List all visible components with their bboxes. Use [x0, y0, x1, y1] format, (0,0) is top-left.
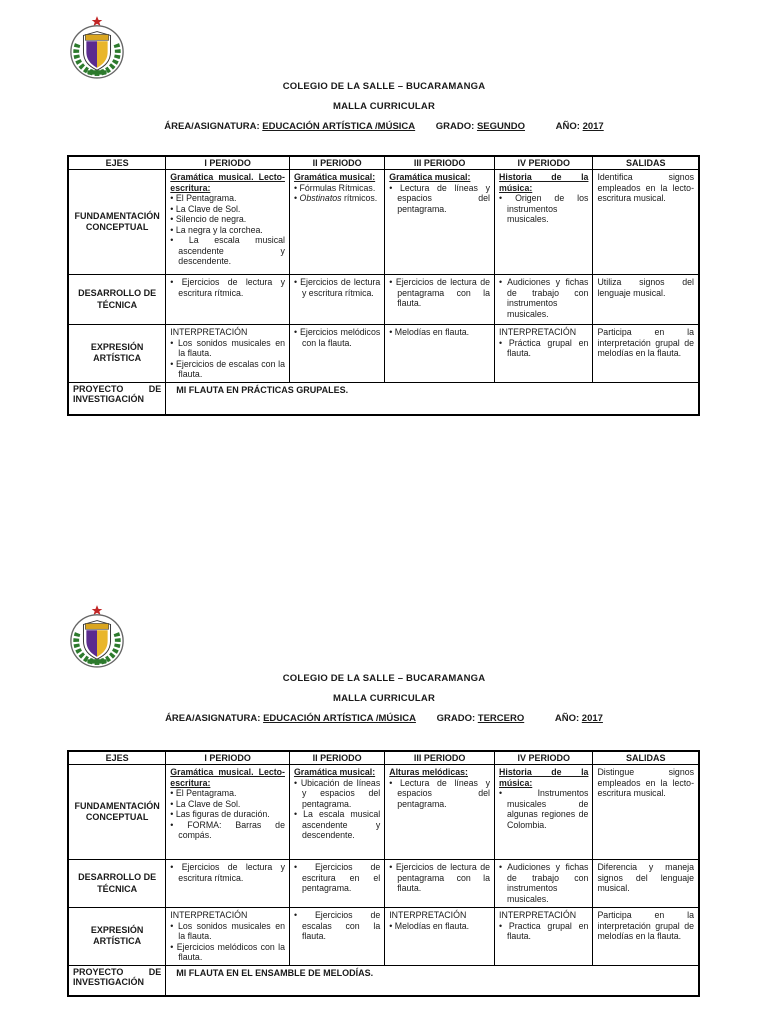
cell-content: INTERPRETACIÓN • Los sonidos musicales en la flauta. • Ejercicios de escalas con la flauta. — [166, 325, 290, 383]
grade-value: TERCERO — [477, 713, 525, 724]
cell-content: • Audiciones y fichas de trabajo con instrumentos musicales. — [495, 860, 593, 908]
grade-label: GRADO: — [435, 121, 475, 132]
school-name: COLEGIO DE LA SALLE – BUCARAMANGA — [282, 673, 486, 684]
cell-content: • Ejercicios de lectura de pentagrama con la flauta. — [385, 275, 495, 325]
subject-line — [0, 121, 768, 132]
curriculum-table-tercero — [67, 750, 700, 997]
year-label: AÑO: — [554, 713, 580, 724]
table-header-row — [68, 751, 699, 765]
cell-content: Gramática musical: • Lectura de líneas y espacios del pentagrama. — [385, 170, 495, 275]
grade-value: SEGUNDO — [476, 121, 526, 132]
cell-content: INTERPRETACIÓN • Los sonidos musicales en la flauta. • Ejercicios melódicos con la flauta. — [166, 908, 290, 966]
col-header-salidas: SALIDAS — [593, 156, 699, 170]
curriculum-table-segundo — [67, 155, 700, 416]
eje-label: DESARROLLO DE TÉCNICA — [68, 860, 166, 908]
col-header-periodo-4: IV PERIODO — [495, 751, 593, 765]
cell-content: Diferencia y maneja signos del lenguaje musical. — [593, 860, 699, 908]
cell-content: Gramática musical: • Fórmulas Rítmicas. • Obstinatos rítmicos. — [289, 170, 384, 275]
document-header — [0, 673, 768, 724]
col-header-periodo-4: IV PERIODO — [495, 156, 593, 170]
year-value: 2017 — [582, 121, 604, 132]
table-row — [68, 860, 699, 908]
eje-label: EXPRESIÓN ARTÍSTICA — [68, 908, 166, 966]
cell-content: • Ejercicios de lectura y escritura rítmica. — [289, 275, 384, 325]
area-value: EDUCACIÓN ARTÍSTICA /MÚSICA — [263, 713, 416, 724]
cell-content: Historia de la música: • Instrumentos musicales de algunas regiones de Colombia. — [495, 765, 593, 860]
project-value: MI FLAUTA EN EL ENSAMBLE DE MELODÍAS. — [166, 965, 699, 996]
school-crest-icon — [68, 15, 126, 81]
cell-content: • Ejercicios melódicos con la flauta. — [289, 325, 384, 383]
cell-content: Utiliza signos del lenguaje musical. — [593, 275, 699, 325]
cell-content: Gramática musical. Lecto-escritura: • El Pentagrama. • La Clave de Sol. • Silencio de negra. • La negra y la corchea. • La escala musical ascendente y descendente. — [166, 170, 290, 275]
col-header-salidas: SALIDAS — [593, 751, 699, 765]
col-header-periodo-1: I PERIODO — [166, 156, 290, 170]
area-label: ÁREA/ASIGNATURA: — [164, 121, 260, 132]
col-header-periodo-3: III PERIODO — [385, 156, 495, 170]
cell-content: INTERPRETACIÓN • Práctica grupal en flauta. — [495, 325, 593, 383]
eje-label: DESARROLLO DE TÉCNICA — [68, 275, 166, 325]
project-label — [68, 382, 166, 415]
cell-content: • Ejercicios de lectura y escritura rítmica. — [166, 860, 290, 908]
school-name: COLEGIO DE LA SALLE – BUCARAMANGA — [282, 81, 486, 92]
col-header-periodo-3: III PERIODO — [385, 751, 495, 765]
cell-content: INTERPRETACIÓN • Practica grupal en flauta. — [495, 908, 593, 966]
table-row — [68, 170, 699, 275]
eje-label: FUNDAMENTACIÓN CONCEPTUAL — [68, 765, 166, 860]
year-value: 2017 — [581, 713, 603, 724]
project-label — [68, 965, 166, 996]
school-crest-icon — [68, 604, 126, 670]
cell-content: Distingue signos empleados en la lecto-escritura musical. — [593, 765, 699, 860]
cell-content: Participa en la interpretación grupal de melodías en la flauta. — [593, 325, 699, 383]
area-value: EDUCACIÓN ARTÍSTICA /MÚSICA — [262, 121, 416, 132]
table-row — [68, 325, 699, 383]
subject-line — [0, 713, 768, 724]
cell-content: • Ejercicios de lectura y escritura rítmica. — [166, 275, 290, 325]
col-header-ejes: EJES — [68, 751, 166, 765]
table-row — [68, 275, 699, 325]
cell-content: INTERPRETACIÓN • Melodías en flauta. — [385, 908, 495, 966]
col-header-periodo-2: II PERIODO — [289, 751, 384, 765]
col-header-periodo-1: I PERIODO — [166, 751, 290, 765]
cell-content: Identifica signos empleados en la lecto-escritura musical. — [593, 170, 699, 275]
cell-content: Alturas melódicas: • Lectura de líneas y espacios del pentagrama. — [385, 765, 495, 860]
eje-label: EXPRESIÓN ARTÍSTICA — [68, 325, 166, 383]
project-row — [68, 382, 699, 415]
area-label: ÁREA/ASIGNATURA: — [165, 713, 261, 724]
project-word-1: PROYECTO — [73, 966, 124, 977]
project-value: MI FLAUTA EN PRÁCTICAS GRUPALES. — [166, 382, 699, 415]
col-header-ejes: EJES — [68, 156, 166, 170]
project-word-2: DE — [148, 383, 162, 394]
cell-content: • Melodías en flauta. — [385, 325, 495, 383]
project-word-1: PROYECTO — [73, 383, 124, 394]
cell-content: Gramática musical. Lecto-escritura: • El Pentagrama. • La Clave de Sol. • Las figuras de duración. • FORMA: Barras de compás. — [166, 765, 290, 860]
table-row — [68, 908, 699, 966]
cell-content: • Audiciones y fichas de trabajo con instrumentos musicales. — [495, 275, 593, 325]
project-word-3: INVESTIGACIÓN — [73, 393, 145, 404]
project-word-2: DE — [148, 966, 162, 977]
col-header-periodo-2: II PERIODO — [289, 156, 384, 170]
table-row — [68, 765, 699, 860]
cell-content: • Ejercicios de escritura en el pentagrama. — [289, 860, 384, 908]
document-header — [0, 81, 768, 132]
year-label: AÑO: — [555, 121, 580, 132]
document-title: MALLA CURRICULAR — [332, 693, 436, 704]
project-row — [68, 965, 699, 996]
cell-content: • Ejercicios de escalas con la flauta. — [289, 908, 384, 966]
cell-content: Historia de la música: • Origen de los instrumentos musicales. — [495, 170, 593, 275]
eje-label: FUNDAMENTACIÓN CONCEPTUAL — [68, 170, 166, 275]
grade-label: GRADO: — [436, 713, 476, 724]
cell-content: • Ejercicios de lectura de pentagrama con la flauta. — [385, 860, 495, 908]
cell-content: Gramática musical: • Ubicación de líneas y espacios del pentagrama. • La escala musical ascendente y descendente. — [289, 765, 384, 860]
cell-content: Participa en la interpretación grupal de melodías en la flauta. — [593, 908, 699, 966]
project-word-3: INVESTIGACIÓN — [73, 976, 145, 987]
table-header-row — [68, 156, 699, 170]
document-title: MALLA CURRICULAR — [332, 101, 436, 112]
